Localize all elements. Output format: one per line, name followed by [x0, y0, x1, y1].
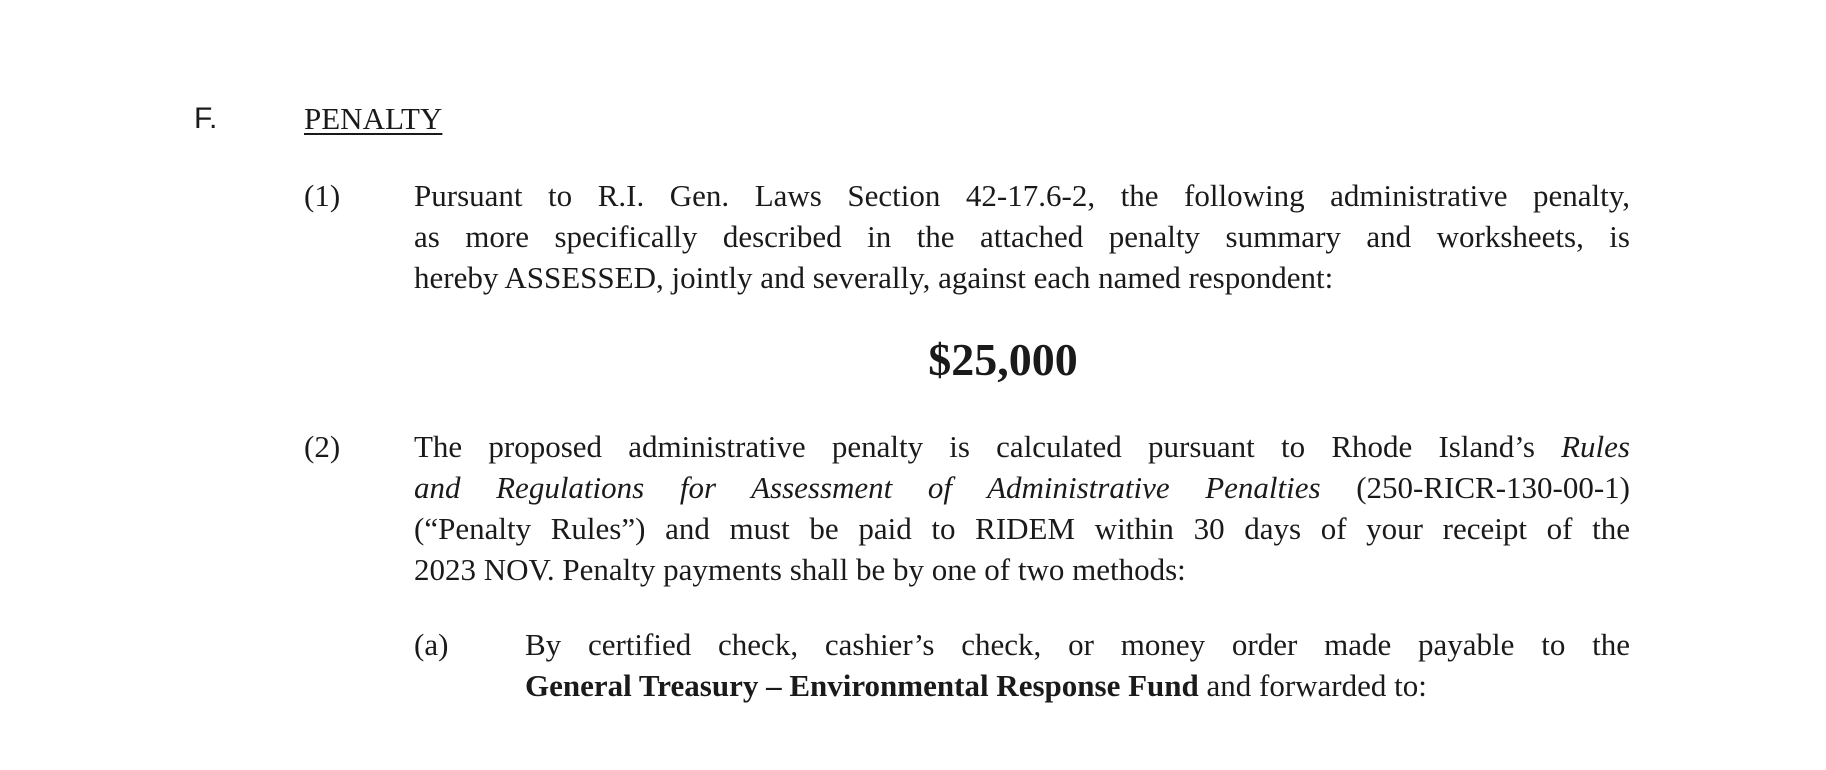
item-2-line1-italic: Rules	[1561, 429, 1630, 464]
item-2-line: 2023 NOV. Penalty payments shall be by one of two methods:	[414, 552, 1186, 587]
item-2-line2-italic: and Regulations for Assessment of Administrative Penalties	[414, 470, 1321, 505]
item-2a-paragraph	[525, 624, 1630, 706]
item-number-2: (2)	[304, 429, 341, 464]
fund-name: General Treasury – Environmental Response Fund	[525, 668, 1199, 703]
item-1-line: Pursuant to R.I. Gen. Laws Section 42-17.6-2, the following administrative penalty,	[414, 178, 1630, 213]
item-2-paragraph	[414, 426, 1630, 590]
item-1-line: hereby ASSESSED, jointly and severally, against each named respondent:	[414, 260, 1334, 295]
item-2-line2-text: (250-RICR-130-00-1)	[1320, 470, 1630, 505]
item-2-line1-text: The proposed administrative penalty is calculated pursuant to Rhode Island’s	[414, 429, 1562, 464]
item-1-line: as more specifically described in the attached penalty summary and worksheets, is	[414, 219, 1630, 254]
item-2-line	[414, 467, 1630, 508]
item-number-1: (1)	[304, 178, 341, 213]
item-2-line	[414, 426, 1630, 467]
item-2a-line2-text: and forwarded to:	[1198, 668, 1427, 703]
item-2-line: (“Penalty Rules”) and must be paid to RIDEM within 30 days of your receipt of the	[414, 511, 1630, 546]
item-2a-number: (a)	[414, 627, 449, 662]
section-title: PENALTY	[304, 101, 443, 136]
item-2a-line: By certified check, cashier’s check, or money order made payable to the	[525, 627, 1630, 662]
item-1-paragraph	[414, 175, 1630, 298]
section-letter: F.	[194, 102, 218, 135]
item-2a-line	[525, 665, 1630, 706]
penalty-amount: $25,000	[928, 334, 1078, 385]
